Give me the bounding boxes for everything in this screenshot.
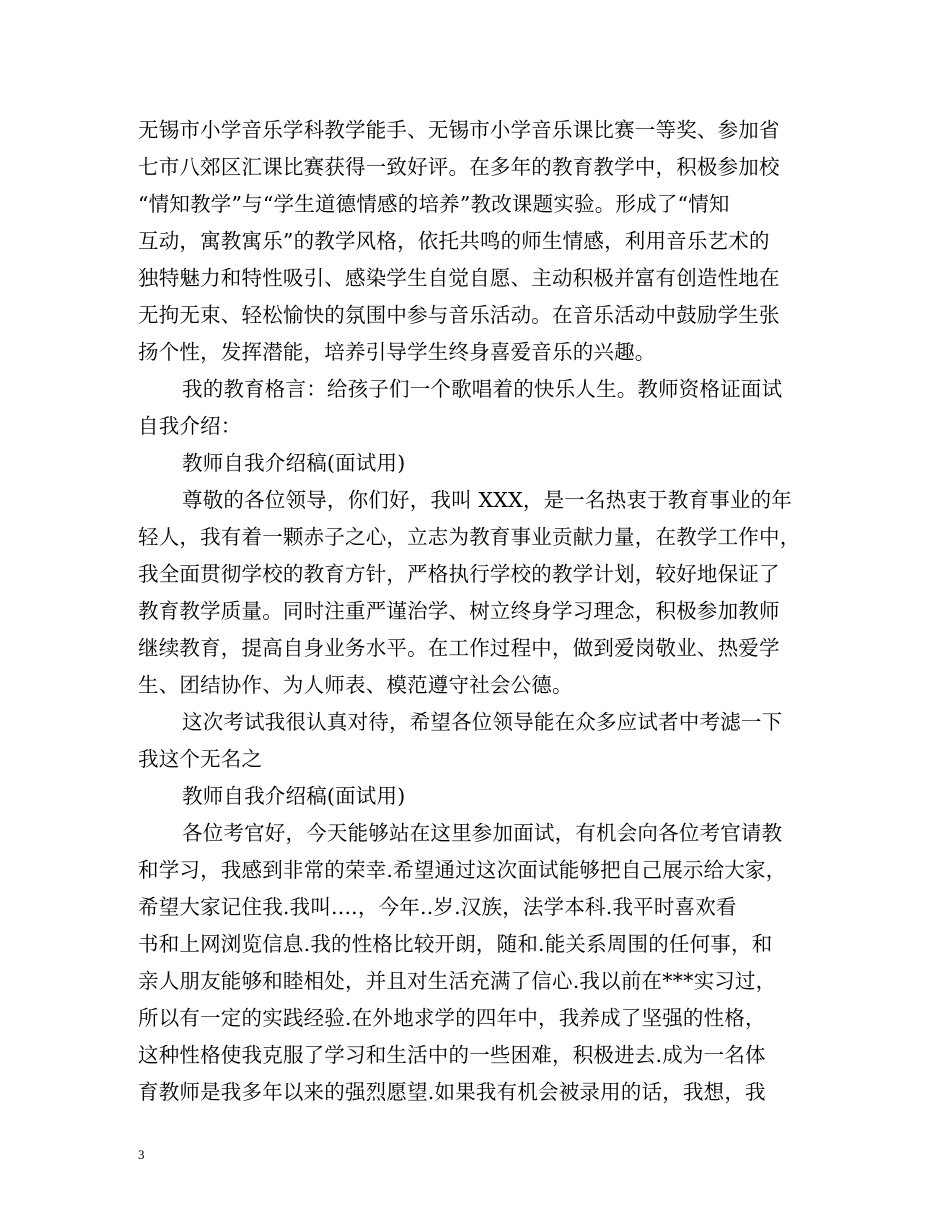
text-line: 轻人，我有着一颗赤子之心，立志为教育事业贡献力量，在教学工作中， xyxy=(138,525,801,549)
text-line: 尊敬的各位领导，你们好，我叫 XXX，是一名热衷于教育事业的年 xyxy=(182,488,792,512)
text-line: 七市八郊区汇课比赛获得一致好评。在多年的教育教学中，积极参加校 xyxy=(138,155,780,179)
text-line: 这种性格使我克服了学习和生活中的一些困难，积极进去.成为一名体 xyxy=(138,1043,766,1067)
text-line: 各位考官好，今天能够站在这里参加面试，有机会向各位考官请教 xyxy=(182,821,783,845)
text-line: 生、团结协作、为人师表、模范遵守社会公德。 xyxy=(138,673,573,697)
text-line: 这次考试我很认真对待，希望各位领导能在众多应试者中考滤一下 xyxy=(182,710,783,734)
text-line: 独特魅力和特性吸引、感染学生自觉自愿、主动积极并富有创造性地在 xyxy=(138,266,780,290)
text-line: 无锡市小学音乐学科教学能手、无锡市小学音乐课比赛一等奖、参加省 xyxy=(138,118,780,142)
text-line: “情知教学”与“学生道德情感的培养”教改课题实验。形成了“情知 xyxy=(138,192,730,216)
page-number: 3 xyxy=(138,1147,145,1162)
text-line: 无拘无束、轻松愉快的氛围中参与音乐活动。在音乐活动中鼓励学生张 xyxy=(138,303,780,327)
text-line: 我全面贯彻学校的教育方针，严格执行学校的教学计划，较好地保证了 xyxy=(138,562,780,586)
text-line: 继续教育，提高自身业务水平。在工作过程中，做到爱岗敬业、热爱学 xyxy=(138,636,780,660)
section-heading: 教师自我介绍稿(面试用) xyxy=(182,451,406,475)
text-line: 亲人朋友能够和睦相处，并且对生活充满了信心.我以前在***实习过， xyxy=(138,969,777,993)
text-line: 希望大家记住我.我叫....，今年..岁.汉族，法学本科.我平时喜欢看 xyxy=(138,895,737,919)
text-line: 互动，寓教寓乐”的教学风格，依托共鸣的师生情感，利用音乐艺术的 xyxy=(138,229,770,253)
text-line: 育教师是我多年以来的强烈愿望.如果我有机会被录用的话，我想，我 xyxy=(138,1080,766,1104)
section-heading: 教师自我介绍稿(面试用) xyxy=(182,784,406,808)
text-line: 书和上网浏览信息.我的性格比较开朗，随和.能关系周围的任何事，和 xyxy=(138,932,773,956)
text-line: 扬个性，发挥潜能，培养引导学生终身喜爱音乐的兴趣。 xyxy=(138,340,656,364)
text-line: 和学习，我感到非常的荣幸.希望通过这次面试能够把自己展示给大家， xyxy=(138,858,787,882)
text-line: 我这个无名之 xyxy=(138,747,263,771)
text-line: 所以有一定的实践经验.在外地求学的四年中，我养成了坚强的性格， xyxy=(138,1006,766,1030)
text-line: 教育教学质量。同时注重严谨治学、树立终身学习理念，积极参加教师 xyxy=(138,599,780,623)
text-line: 我的教育格言：给孩子们一个歌唱着的快乐人生。教师资格证面试 xyxy=(182,377,783,401)
text-line: 自我介绍： xyxy=(138,414,242,438)
